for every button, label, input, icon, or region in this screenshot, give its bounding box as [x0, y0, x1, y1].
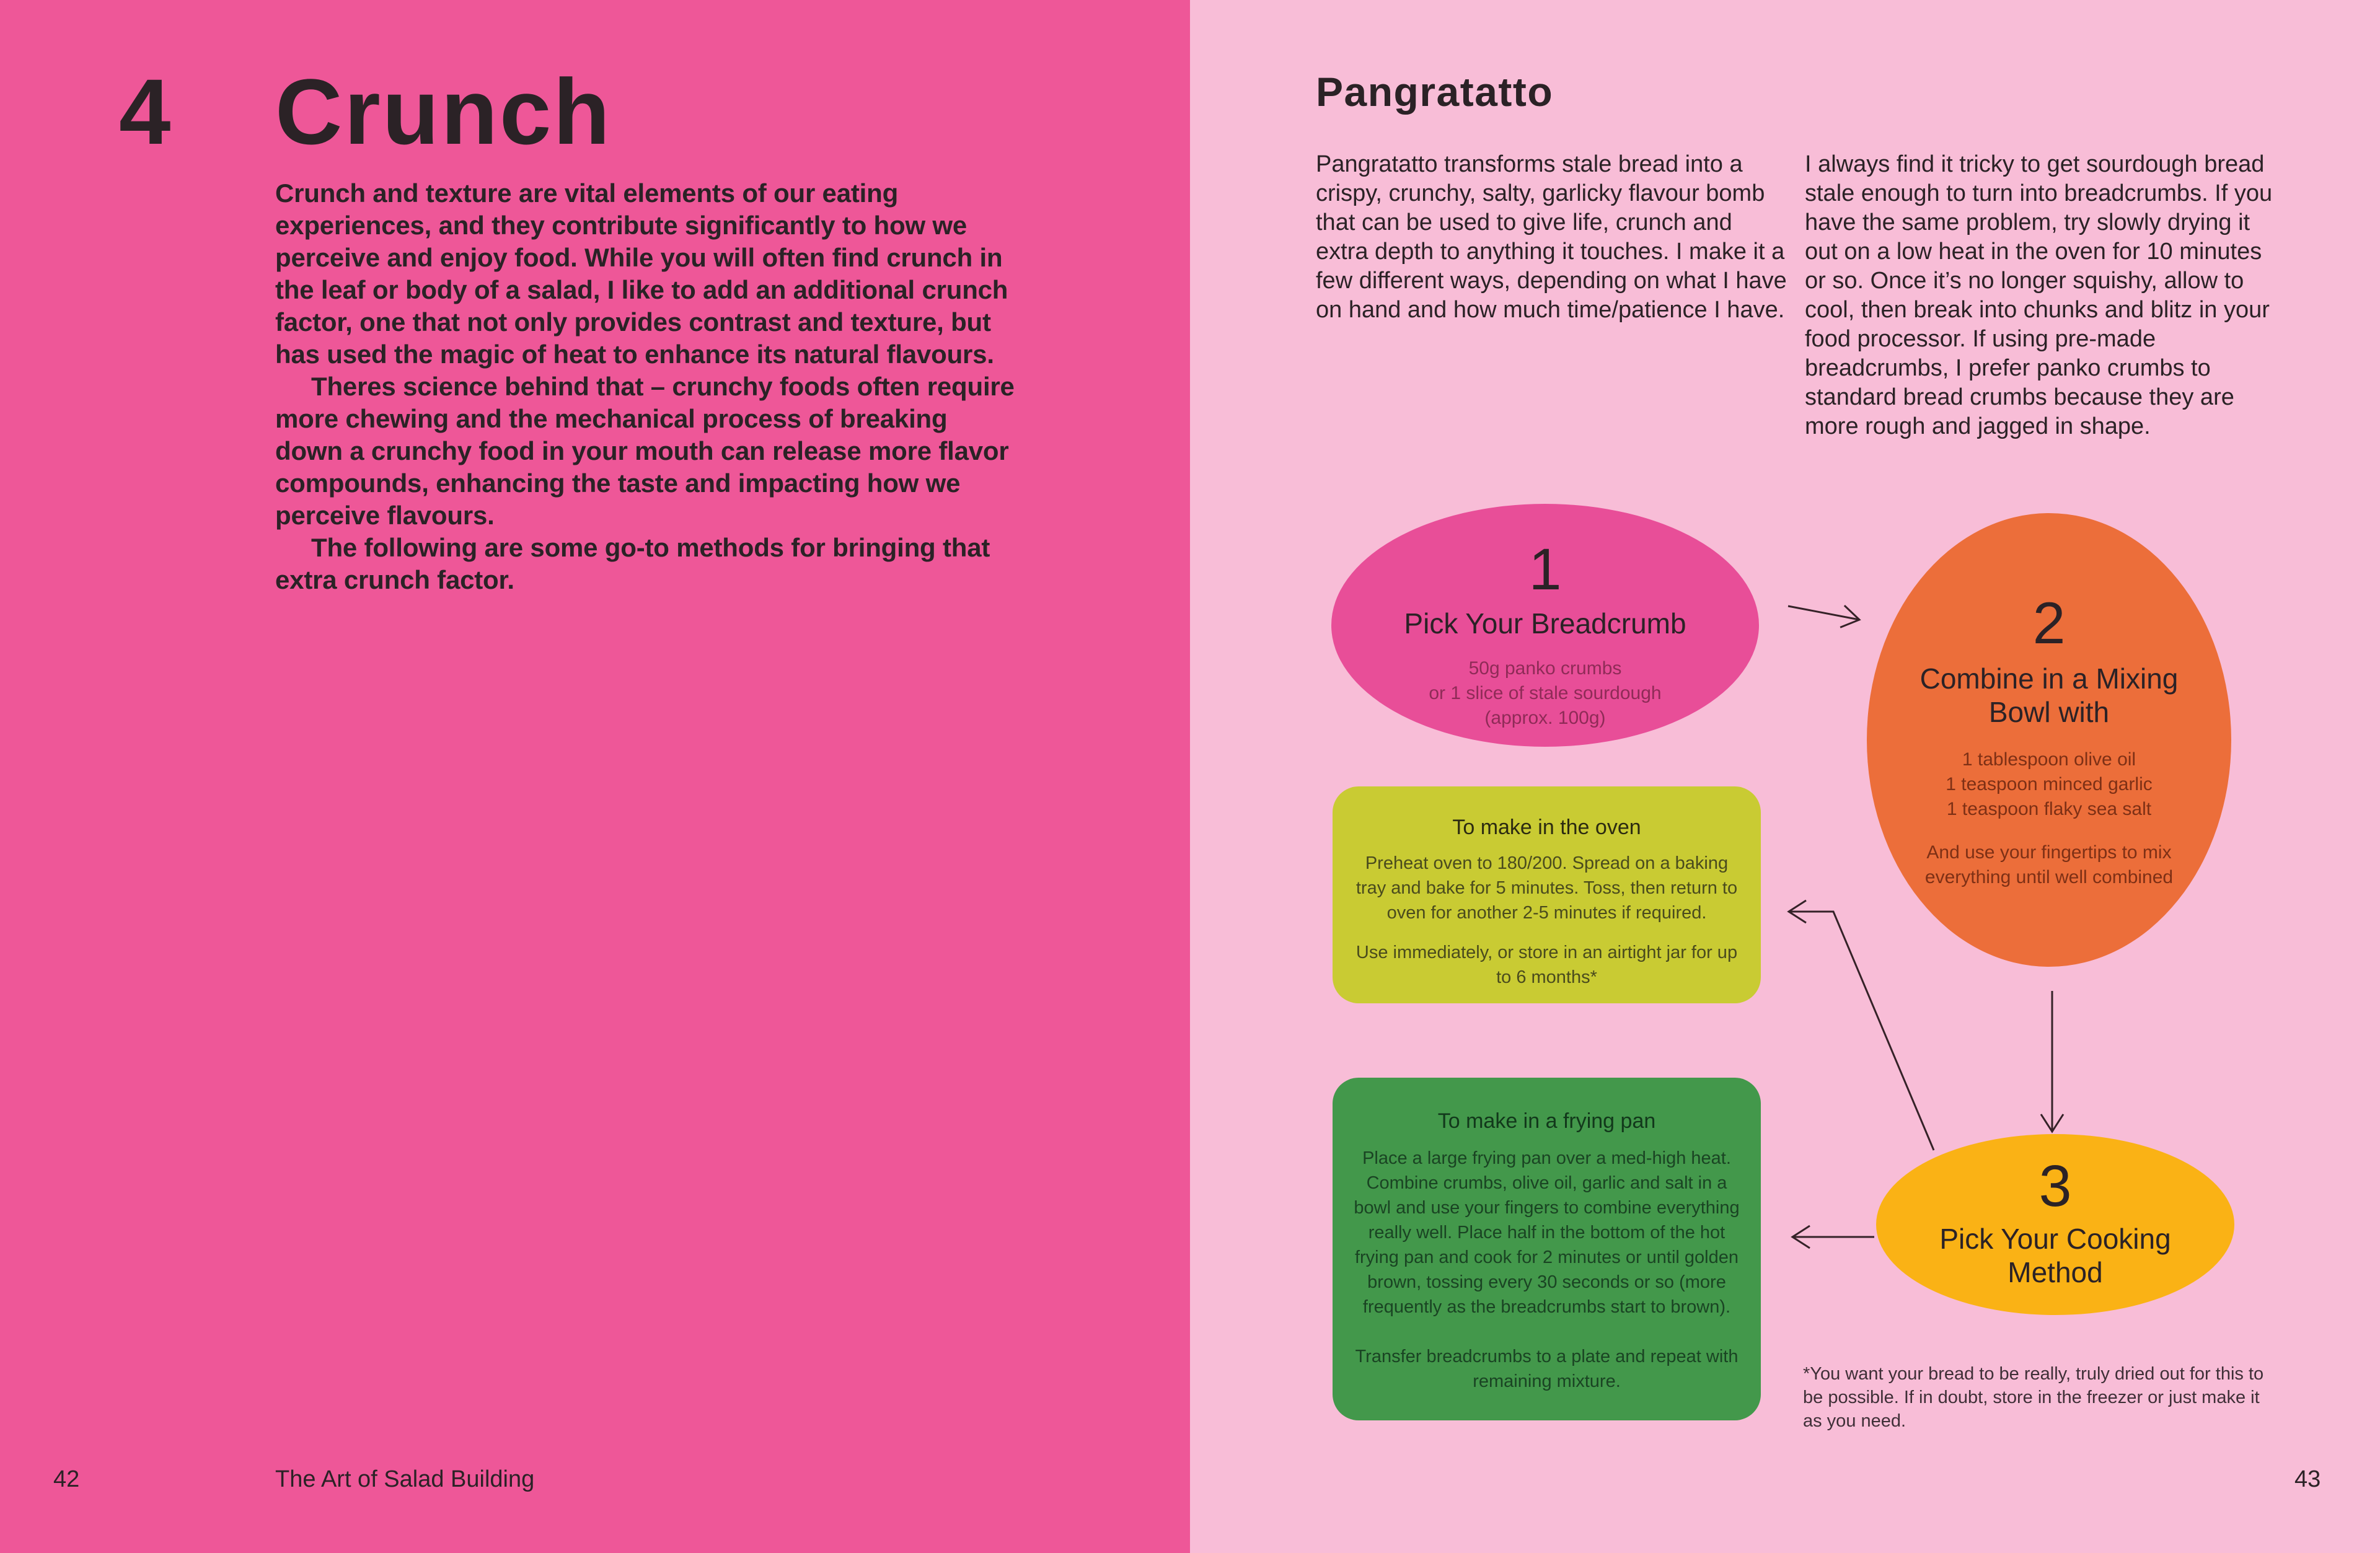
frying-pan-method-title: To make in a frying pan — [1437, 1109, 1656, 1133]
step-2-ellipse — [1867, 513, 2231, 967]
step-1-detail-line: 50g panko crumbs — [1468, 658, 1622, 679]
step-3-title: Pick Your Cooking Method — [1939, 1223, 2171, 1288]
chapter-paragraph-1: Crunch and texture are vital elements of our eating experiences, and they contribute significantly to how we perceive and enjoy food. While you will often find crunch in the leaf or body of a salad, I like to add an additional crunch factor, one that not only provides contrast and texture, but has used the magic of heat to enhance its natural flavours. — [275, 178, 1008, 369]
oven-method-paragraph-2: Use immediately, or store in an airtight jar for up to 6 months* — [1355, 943, 1738, 987]
recipe-intro-column-2: I always find it tricky to get sourdough bread stale enough to turn into breadcrumbs. If you have the same problem, try slowly drying it out on a low heat in the oven for 10 minutes or so. Once it’s no longer squishy, allow to cool, then break into chunks and blitz in your food processor. If using pre-made breadcrumbs, I prefer panko crumbs to standard bread crumbs because they are more rough and jagged in shape. — [1805, 151, 2273, 439]
step-1-ellipse — [1331, 504, 1759, 747]
chapter-intro-text — [275, 177, 1019, 596]
oven-method-box — [1333, 786, 1761, 1003]
step-2-title: Combine in a Mixing Bowl with — [1919, 662, 2179, 728]
recipe-intro-column-1: Pangratatto transforms stale bread into a crispy, crunchy, salty, garlicky flavour bomb that can be used to give life, crunch and extra depth to anything it touches. I make it a few different ways, depending on what I have on hand and how much time/patience I have. — [1316, 151, 1787, 323]
step-1-number: 1 — [1528, 537, 1562, 602]
step-2-detail-line: 1 teaspoon minced garlic — [1946, 774, 2153, 794]
chapter-title: Crunch — [275, 59, 612, 164]
frying-pan-method-box — [1333, 1078, 1761, 1420]
step-1-title: Pick Your Breadcrumb — [1404, 607, 1686, 640]
storage-footnote: *You want your bread to be really, truly dried out for this to be possible. If in doubt, store in the freezer or just make it as you need. — [1803, 1364, 2264, 1431]
page-number-right: 43 — [2294, 1466, 2321, 1492]
chapter-number: 4 — [119, 59, 172, 164]
step-2-detail-line: 1 teaspoon flaky sea salt — [1946, 799, 2152, 819]
step-2-detail-line: 1 tablespoon olive oil — [1962, 749, 2136, 770]
frying-pan-method-paragraph-1: Place a large frying pan over a med-high heat. Combine crumbs, olive oil, garlic and salt in a bowl and use your fingers to combine everything really well. Place half in the bottom of the hot frying pan and cook for 2 minutes or until golden brown, tossing every 30 seconds or so (more frequently as the breadcrumbs start to brown). — [1354, 1148, 1740, 1317]
frying-pan-method-paragraph-2: Transfer breadcrumbs to a plate and repeat with remaining mixture. — [1355, 1347, 1739, 1391]
step-3-ellipse — [1876, 1134, 2234, 1315]
oven-method-paragraph-1: Preheat oven to 180/200. Spread on a baking tray and bake for 5 minutes. Toss, then return to oven for another 2-5 minutes if required. — [1355, 853, 1738, 923]
step-1-detail-line: (approx. 100g) — [1484, 708, 1606, 728]
step-3-number: 3 — [2038, 1153, 2072, 1219]
step-1-detail-line: or 1 slice of stale sourdough — [1429, 683, 1662, 703]
chapter-paragraph-2: Theres science behind that – crunchy foods often require more chewing and the mechanical process of breaking down a crunchy food in your mouth can release more flavor compounds, enhancing the taste and impacting how we perceive flavours. — [275, 372, 1015, 530]
oven-method-title: To make in the oven — [1452, 816, 1641, 839]
step-2-note: And use your fingertips to mix everything until well combined — [1924, 842, 2174, 887]
recipe-title: Pangratatto — [1316, 69, 1554, 115]
step-2-number: 2 — [2032, 591, 2066, 656]
step-2-details — [1946, 747, 2153, 822]
book-title-footer: The Art of Salad Building — [275, 1466, 535, 1492]
page-number-left: 42 — [53, 1466, 80, 1492]
step-1-details — [1429, 656, 1661, 731]
chapter-paragraph-3: The following are some go-to methods for bringing that extra crunch factor. — [275, 533, 990, 594]
